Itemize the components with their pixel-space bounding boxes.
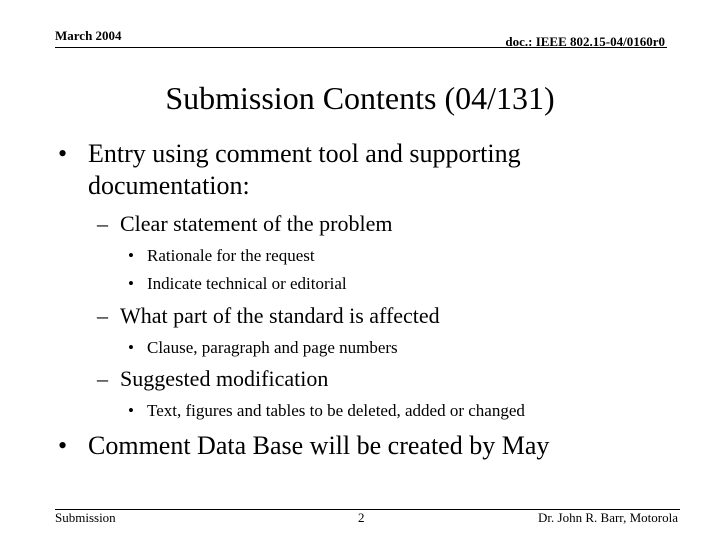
sub-bullet-marker: – [97, 366, 108, 391]
sub-sub-bullet-text: Indicate technical or editorial [147, 274, 347, 293]
page-number: 2 [358, 510, 365, 525]
footer-label: Submission [55, 510, 116, 525]
sub-sub-bullet-text: Text, figures and tables to be deleted, added or changed [147, 401, 525, 420]
sub-bullet-text: Clear statement of the problem [120, 211, 393, 236]
bullet-marker: • [58, 139, 68, 168]
header-doc-id: doc.: IEEE 802.15-04/0160r0 [505, 34, 665, 49]
sub-sub-bullet-marker: • [128, 274, 134, 293]
footer-author: Dr. John R. Barr, Motorola [538, 510, 678, 525]
bullet-text-continued: documentation: [88, 171, 250, 200]
sub-bullet-marker: – [97, 211, 108, 236]
sub-sub-bullet-marker: • [128, 401, 134, 420]
slide-title: Submission Contents (04/131) [165, 80, 555, 116]
bullet-text: Entry using comment tool and supporting [88, 139, 521, 168]
sub-bullet-text: What part of the standard is affected [120, 303, 440, 328]
bullet-text: Comment Data Base will be created by May [88, 431, 550, 460]
bullet-marker: • [58, 431, 68, 460]
sub-sub-bullet-marker: • [128, 338, 134, 357]
sub-sub-bullet-text: Clause, paragraph and page numbers [147, 338, 398, 357]
header-date: March 2004 [55, 28, 122, 43]
sub-bullet-marker: – [97, 303, 108, 328]
sub-sub-bullet-text: Rationale for the request [147, 246, 315, 265]
sub-sub-bullet-marker: • [128, 246, 134, 265]
sub-bullet-text: Suggested modification [120, 366, 329, 391]
